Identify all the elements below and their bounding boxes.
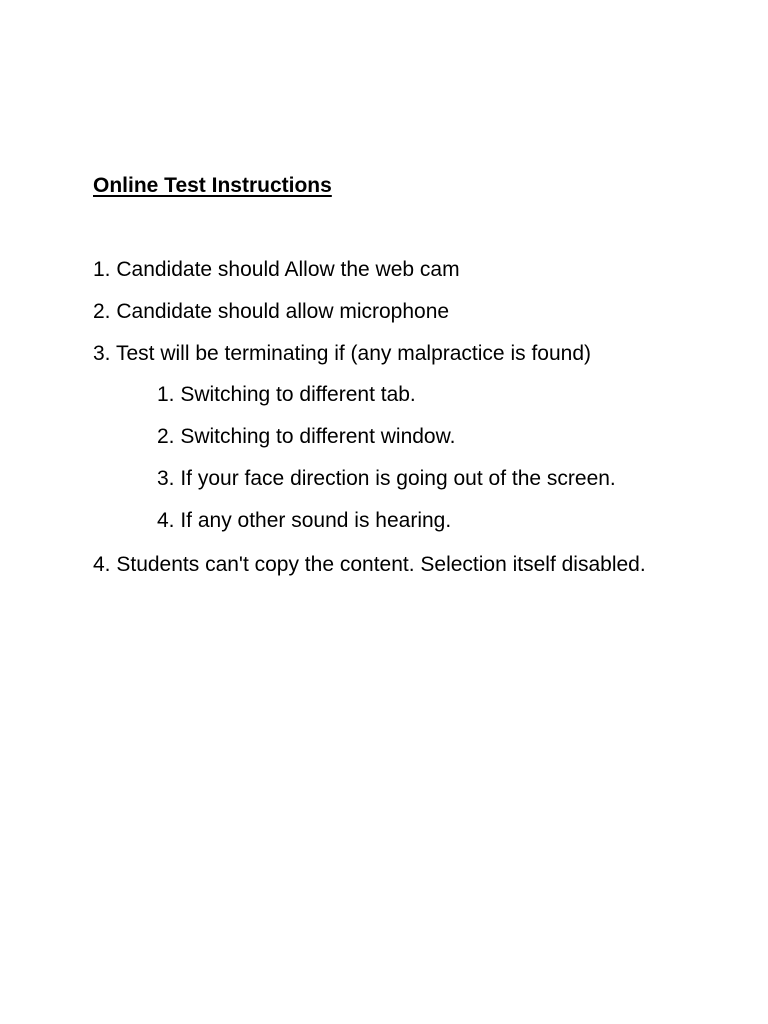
document-title: Online Test Instructions	[93, 174, 332, 197]
malpractice-item-2: 2. Switching to different window.	[157, 425, 456, 448]
instruction-item-2: 2. Candidate should allow microphone	[93, 300, 450, 323]
instruction-item-1: 1. Candidate should Allow the web cam	[93, 258, 460, 281]
instruction-item-4: 4. Students can't copy the content. Selection itself disabled.	[93, 553, 646, 576]
malpractice-item-1: 1. Switching to different tab.	[157, 383, 416, 406]
instruction-item-3: 3. Test will be terminating if (any malpractice is found)	[93, 342, 591, 365]
malpractice-item-3: 3. If your face direction is going out of the screen.	[157, 467, 616, 490]
malpractice-item-4: 4. If any other sound is hearing.	[157, 509, 452, 532]
